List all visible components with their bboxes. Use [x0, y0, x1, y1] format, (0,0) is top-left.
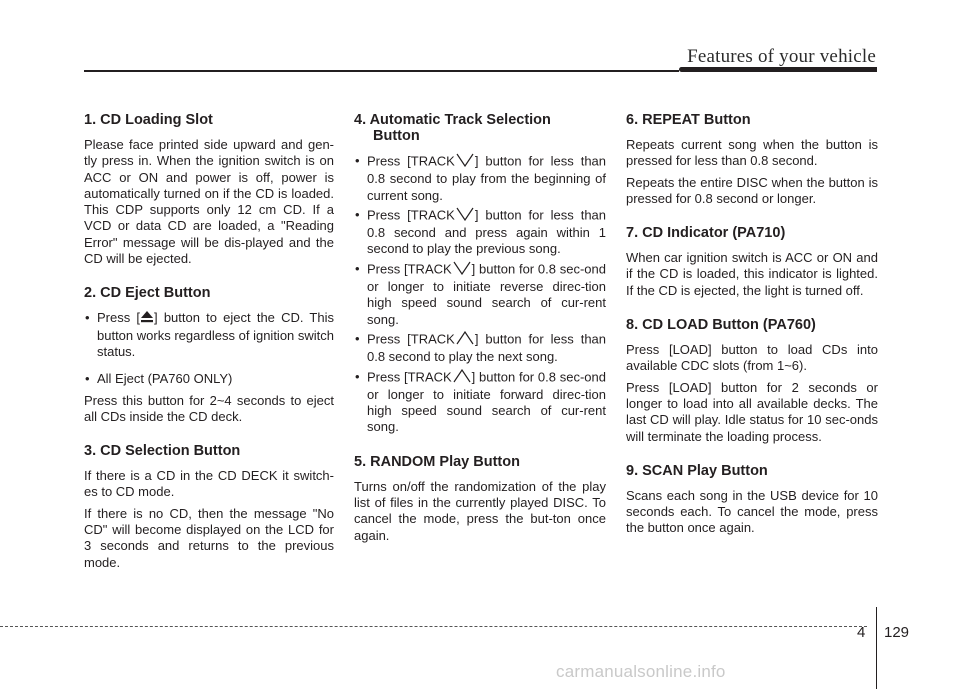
page-number: 129	[884, 624, 910, 641]
section-title-random-play-button: 5. RANDOM Play Button	[354, 453, 520, 470]
bullet-text: ] button for less than 0.8 second and press again within 1 second to play the previous song.	[367, 207, 607, 257]
bullet-text: Press [TRACK	[367, 369, 452, 385]
paragraph: Press [LOAD] button to load CDs into available CDC slots (from 1~6).	[626, 342, 878, 374]
watermark: carmanualsonline.info	[556, 662, 726, 681]
bullet-text: Press [TRACK	[367, 207, 455, 223]
eject-icon	[140, 310, 154, 327]
track-down-icon	[455, 153, 475, 171]
list-item	[354, 331, 606, 366]
bullet-text: ] button for 0.8 sec-ond or longer to initiate reverse direc-tion high speed sound search of cur-rent song.	[367, 261, 606, 327]
paragraph: When car ignition switch is ACC or ON and if the CD is loaded, this indicator is lighted. If the CD is ejected, the light is turned off.	[626, 250, 878, 298]
header-title: Features of your vehicle	[687, 46, 876, 67]
bullet-list	[354, 153, 606, 436]
section-title-automatic-track-selection	[354, 112, 606, 144]
header-rule	[84, 70, 679, 72]
paragraph: If there is no CD, then the message "No CD" will become displayed on the LCD for 3 seconds and returns to the previous mode.	[84, 505, 334, 570]
bullet-text: Press [TRACK	[367, 331, 455, 347]
bullet-list	[84, 371, 334, 387]
paragraph: If there is a CD in the CD DECK it switch-es to CD mode.	[84, 468, 334, 500]
column-2	[354, 112, 606, 549]
track-down-icon	[452, 261, 472, 279]
paragraph: Press [LOAD] button for 2 seconds or longer to load into all available decks. The last CD will play. Idle status for 10 sec-onds will terminate the loading process.	[626, 379, 878, 444]
chapter-number: 4	[857, 624, 866, 641]
paragraph: Please face printed side upward and gen-tly press in. When the ignition switch is on ACC or ON and power is off, power is automatically turned on if the CD is loaded. This CDP supports only 12 cm CD. If a VCD or data CD are loaded, a "Reading Error" message will be dis-played and the CD will be ejected.	[84, 137, 334, 267]
section-title-repeat-button: 6. REPEAT Button	[626, 112, 751, 128]
list-item	[84, 310, 334, 360]
track-up-icon	[452, 369, 472, 387]
section-title-cd-load-button: 8. CD LOAD Button (PA760)	[626, 317, 816, 334]
header-rule-accent	[679, 67, 877, 72]
section-title-cd-indicator: 7. CD Indicator (PA710)	[626, 225, 786, 242]
section-title-cd-selection-button: 3. CD Selection Button	[84, 443, 241, 460]
bullet-list	[84, 310, 334, 360]
paragraph: Repeats current song when the button is pressed for less than 0.8 second.	[626, 137, 878, 169]
list-item	[354, 369, 606, 436]
paragraph: Turns on/off the randomization of the play list of files in the currently played DISC. To cancel the mode, press the but-ton once again.	[354, 478, 606, 543]
track-down-icon	[455, 207, 475, 225]
list-item	[354, 207, 606, 258]
bullet-text: ] button for less than 0.8 second to play from the beginning of current song.	[367, 153, 607, 203]
paragraph: Press this button for 2~4 seconds to eject all CDs inside the CD deck.	[84, 392, 334, 424]
column-3	[626, 112, 878, 542]
bullet-text: Press [	[97, 310, 141, 326]
paragraph: Scans each song in the USB device for 10 seconds each. To cancel the mode, press the button once again.	[626, 487, 878, 536]
bullet-text: Press [TRACK	[367, 261, 452, 277]
list-item	[354, 153, 606, 204]
bullet-text: ] button for less than 0.8 second to play the next song.	[367, 331, 607, 365]
bullet-text: ] button for 0.8 sec-ond or longer to initiate forward direc-tion high speed sound search of cur-rent song.	[367, 369, 606, 435]
section-title-scan-play-button: 9. SCAN Play Button	[626, 462, 768, 479]
footer-rule	[0, 626, 867, 627]
list-item	[354, 261, 606, 328]
footer-divider	[876, 607, 877, 689]
column-1	[84, 112, 334, 576]
bullet-text: Press [TRACK	[367, 153, 455, 169]
section-title-cd-eject-button: 2. CD Eject Button	[84, 285, 211, 302]
section-title-cd-loading-slot: 1. CD Loading Slot	[84, 112, 213, 128]
track-up-icon	[455, 331, 475, 349]
paragraph: Repeats the entire DISC when the button is pressed for 0.8 second or longer.	[626, 174, 878, 206]
title-line: 4. Automatic Track Selection	[354, 112, 551, 128]
title-line: Button	[373, 128, 420, 144]
list-item: • All Eject (PA760 ONLY)	[84, 371, 334, 387]
bullet-text: ] button to eject the CD. This button works regardless of ignition switch status.	[97, 310, 335, 359]
